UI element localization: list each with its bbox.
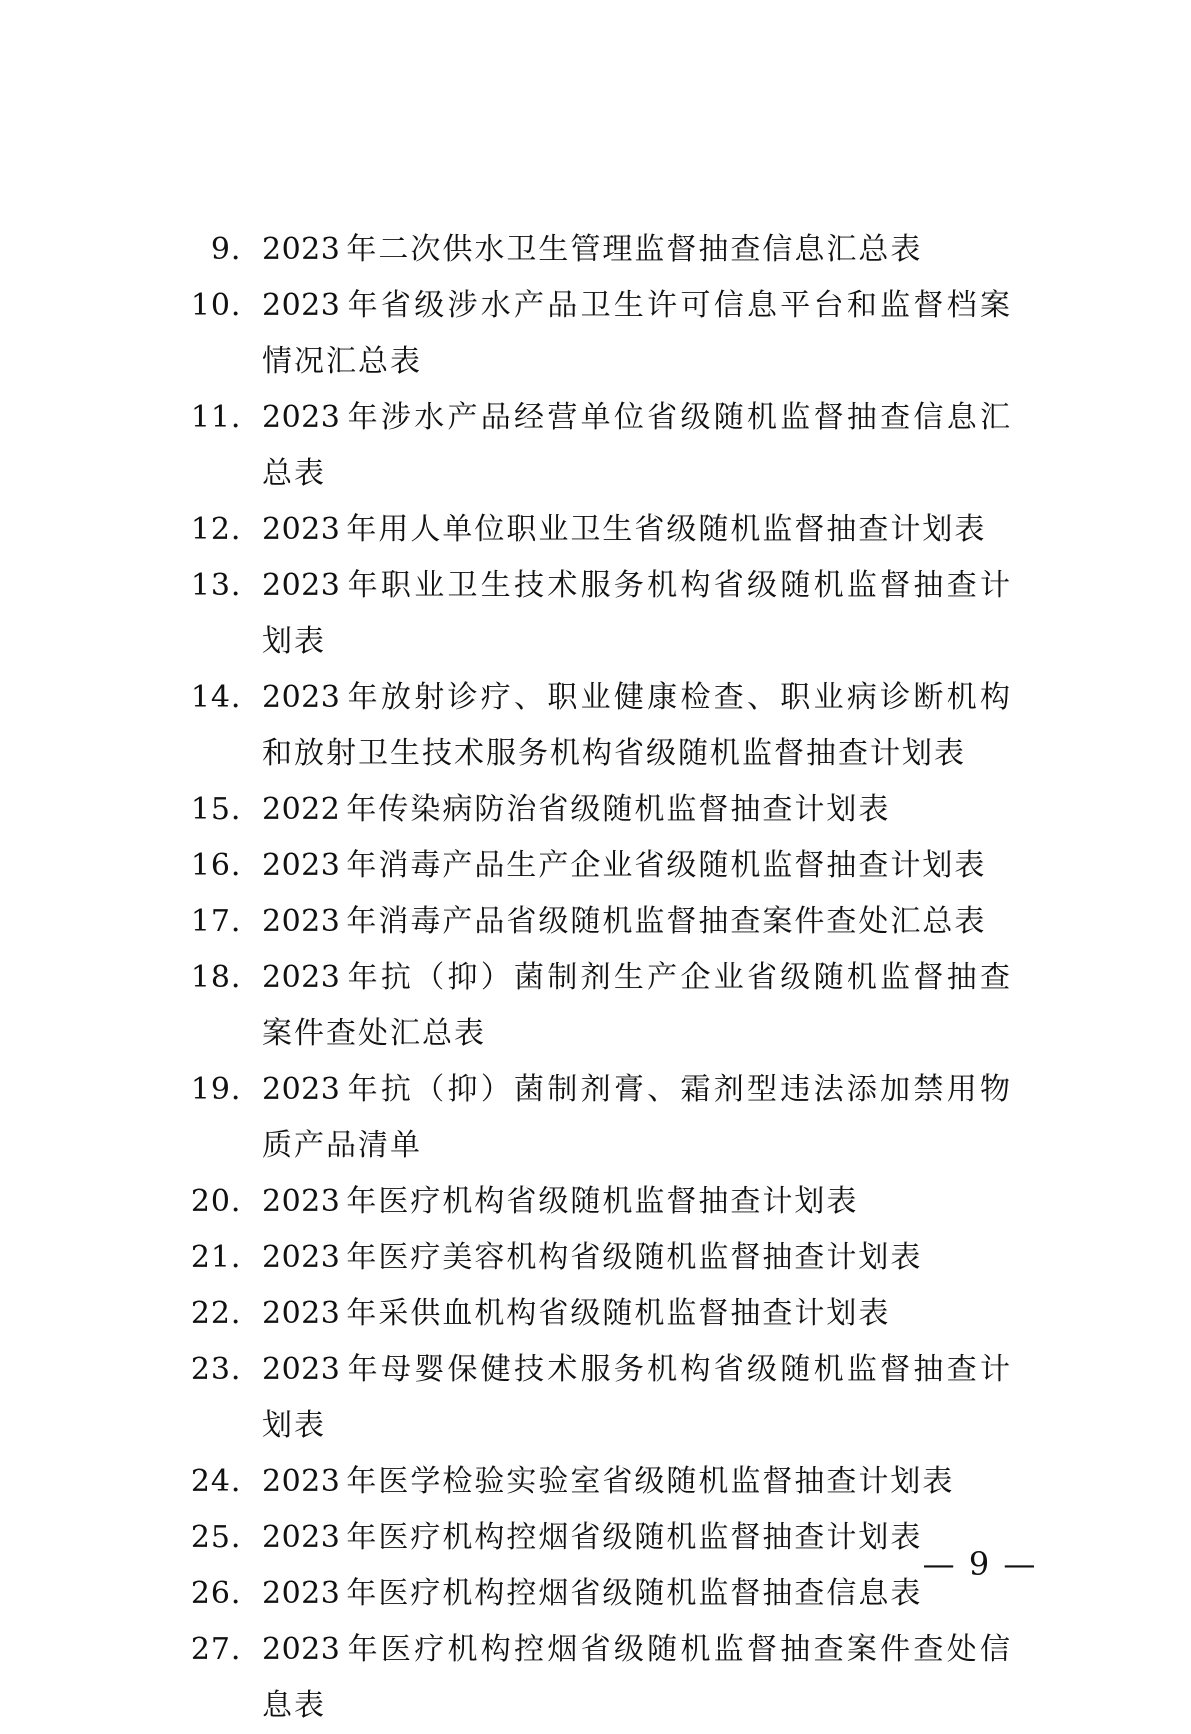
item-title	[262, 1062, 1012, 1174]
item-number: 19．	[190, 1072, 262, 1107]
list-item	[0, 502, 1191, 558]
item-year: 2023	[262, 568, 341, 603]
list-item	[0, 558, 1191, 670]
list-item	[0, 894, 1191, 950]
item-number: 24．	[190, 1464, 262, 1499]
item-number: 26．	[190, 1576, 262, 1611]
item-title	[262, 1454, 1012, 1510]
list-item	[0, 1454, 1191, 1510]
item-number: 21．	[190, 1240, 262, 1275]
item-title	[262, 782, 1012, 838]
list-item	[0, 278, 1191, 390]
item-title	[262, 950, 1012, 1062]
item-title	[262, 1342, 1012, 1454]
item-year: 2023	[262, 1184, 341, 1219]
item-title	[262, 1230, 1012, 1286]
list-item	[0, 670, 1191, 782]
item-year: 2023	[262, 1464, 341, 1499]
item-year: 2023	[262, 1576, 341, 1611]
item-title-text: 年省级涉水产品卫生许可信息平台和监督档案情况汇总表	[262, 288, 1012, 379]
item-title-text: 年采供血机构省级随机监督抽查计划表	[346, 1296, 891, 1331]
item-year: 2023	[262, 1520, 341, 1555]
item-year: 2023	[262, 400, 341, 435]
item-number: 25．	[190, 1520, 262, 1555]
item-title-text: 年母婴保健技术服务机构省级随机监督抽查计划表	[262, 1352, 1012, 1443]
list-item	[0, 782, 1191, 838]
item-year: 2023	[262, 288, 341, 323]
item-year: 2022	[262, 792, 341, 827]
item-title	[262, 1622, 1012, 1734]
item-title-text: 年放射诊疗、职业健康检查、职业病诊断机构和放射卫生技术服务机构省级随机监督抽查计划表	[262, 680, 1012, 771]
item-number: 20．	[190, 1184, 262, 1219]
item-title-text: 年医疗机构控烟省级随机监督抽查信息表	[346, 1576, 923, 1611]
item-title-text: 年抗（抑）菌制剂生产企业省级随机监督抽查案件查处汇总表	[262, 960, 1012, 1051]
item-title-text: 年消毒产品生产企业省级随机监督抽查计划表	[346, 848, 987, 883]
item-year: 2023	[262, 680, 341, 715]
page-number: — 9 —	[922, 1545, 1038, 1583]
item-number: 13．	[190, 568, 262, 603]
list-item	[0, 1230, 1191, 1286]
item-number: 17．	[190, 904, 262, 939]
item-title-text: 年二次供水卫生管理监督抽查信息汇总表	[346, 232, 923, 267]
list-item	[0, 838, 1191, 894]
item-title-text: 年消毒产品省级随机监督抽查案件查处汇总表	[346, 904, 987, 939]
item-number: 18．	[190, 960, 262, 995]
item-title-text: 年涉水产品经营单位省级随机监督抽查信息汇总表	[262, 400, 1012, 491]
item-title	[262, 502, 1012, 558]
item-year: 2023	[262, 1352, 341, 1387]
item-title	[262, 222, 1012, 278]
list-item	[0, 390, 1191, 502]
item-year: 2023	[262, 512, 341, 547]
item-number: 27．	[190, 1632, 262, 1667]
item-number: 14．	[190, 680, 262, 715]
item-title-text: 年医学检验实验室省级随机监督抽查计划表	[346, 1464, 955, 1499]
item-number: 16．	[190, 848, 262, 883]
item-year: 2023	[262, 960, 341, 995]
item-title-text: 年抗（抑）菌制剂膏、霜剂型违法添加禁用物质产品清单	[262, 1072, 1012, 1163]
item-title	[262, 278, 1012, 390]
item-title	[262, 894, 1012, 950]
item-title-text: 年用人单位职业卫生省级随机监督抽查计划表	[346, 512, 987, 547]
attachment-list	[0, 222, 1191, 1734]
item-number: 23．	[190, 1352, 262, 1387]
item-year: 2023	[262, 848, 341, 883]
list-item	[0, 950, 1191, 1062]
item-number: 12．	[190, 512, 262, 547]
item-title-text: 年职业卫生技术服务机构省级随机监督抽查计划表	[262, 568, 1012, 659]
item-number: 10．	[190, 288, 262, 323]
list-item	[0, 1286, 1191, 1342]
list-item	[0, 1622, 1191, 1734]
item-title-text: 年传染病防治省级随机监督抽查计划表	[346, 792, 891, 827]
item-year: 2023	[262, 1296, 341, 1331]
item-title-text: 年医疗机构控烟省级随机监督抽查案件查处信息表	[262, 1632, 1012, 1723]
item-number: 22．	[190, 1296, 262, 1331]
item-title	[262, 390, 1012, 502]
item-title	[262, 670, 1012, 782]
list-item	[0, 1174, 1191, 1230]
item-year: 2023	[262, 1632, 341, 1667]
item-year: 2023	[262, 1240, 341, 1275]
list-item	[0, 1342, 1191, 1454]
item-title	[262, 1174, 1012, 1230]
item-title	[262, 1286, 1012, 1342]
item-title-text: 年医疗机构省级随机监督抽查计划表	[346, 1184, 859, 1219]
list-item	[0, 1062, 1191, 1174]
item-title	[262, 558, 1012, 670]
item-title-text: 年医疗机构控烟省级随机监督抽查计划表	[346, 1520, 923, 1555]
item-number: 9．	[210, 232, 262, 267]
item-year: 2023	[262, 904, 341, 939]
item-year: 2023	[262, 232, 341, 267]
item-number: 15．	[190, 792, 262, 827]
item-title-text: 年医疗美容机构省级随机监督抽查计划表	[346, 1240, 923, 1275]
list-item	[0, 222, 1191, 278]
item-year: 2023	[262, 1072, 341, 1107]
item-title	[262, 838, 1012, 894]
item-number: 11．	[190, 400, 262, 435]
